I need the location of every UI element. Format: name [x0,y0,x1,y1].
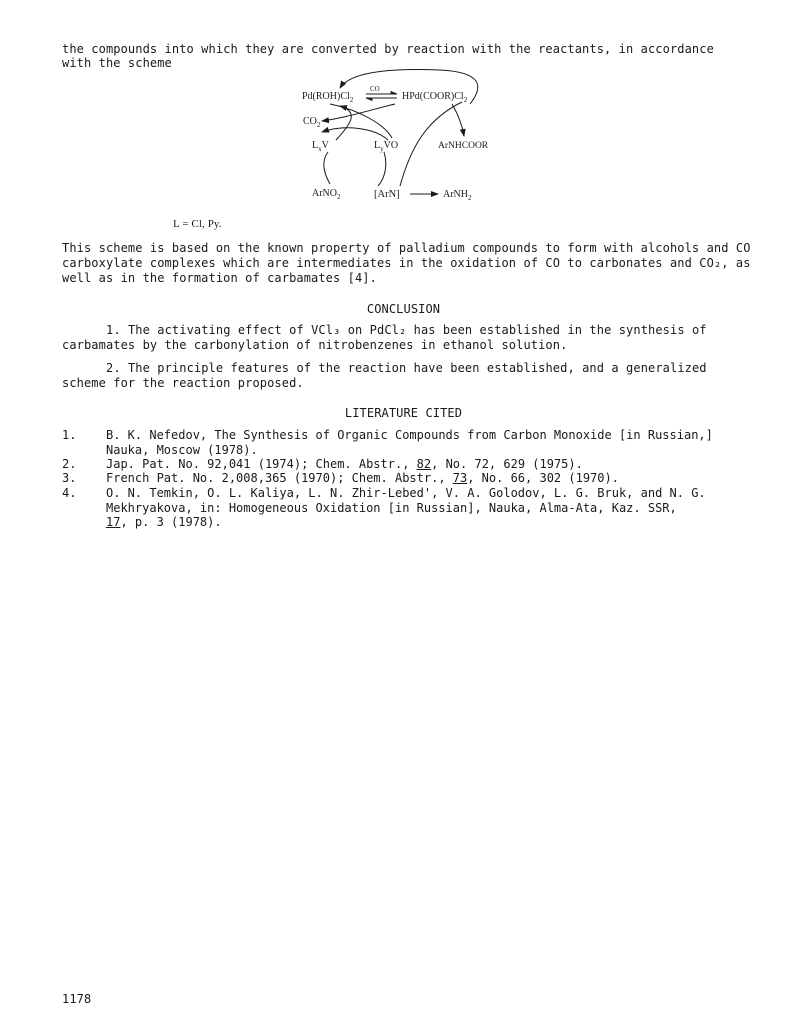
reference-pre: Jap. Pat. No. 92,041 (1974); Chem. Abstr., [106,457,417,471]
reaction-scheme [0,60,807,240]
body-line-1: This scheme is based on the known property of palladium compounds to form with alcohols and CO [62,241,751,255]
arn-intermediate-label: [ArN] [374,189,400,200]
lyvo-label: $L_yVO$ [374,140,399,153]
arnhcoor-label: ArNHCOOR [438,141,489,151]
reference-post: , p. 3 (1978). [120,515,222,529]
reference-number: 4. [62,486,77,500]
reference-line: Nauka, Moscow (1978). [106,442,258,457]
co2-label: $CO_2$ [303,116,321,129]
curve-pd-to-lyvo [330,104,392,138]
conclusion-item-1-line-1: 1. The activating effect of VCl₃ on PdCl₂ has been established in the synthesis of [106,323,707,337]
reference-text [106,457,726,472]
reference-volume: 82 [416,457,432,471]
curve-lyvo-to-lxv [322,128,388,140]
reference-volume: 17 [106,515,121,529]
conclusion-item-2-line-1: 2. The principle features of the reaction have been established, and a generalized [106,361,707,375]
arrow-to-arnhcoor [452,104,464,136]
reference-text [106,471,726,486]
reference-text [106,428,726,457]
conclusion-heading: CONCLUSION [366,302,441,316]
reference-line: B. K. Nefedov, The Synthesis of Organic Compounds from Carbon Monoxide [in Russian,] [106,428,713,442]
reference-number: 2. [62,457,77,471]
conclusion-item-1-line-2: carbamates by the carbonylation of nitrobenzenes in ethanol solution. [62,338,568,352]
reference-text [106,486,726,530]
reference-pre: French Pat. No. 2,008,365 (1970); Chem. Abstr., [106,471,453,485]
curve-arno2-to-lxv [324,152,330,184]
reference-number: 3. [62,471,77,485]
intro-line-1: the compounds into which they are converted by reaction with the reactants, in accordance [62,42,714,56]
reference-number: 1. [62,428,77,442]
co-over-arrow-label: CO [370,85,380,93]
pd-roh-cl2-label: $Pd(ROH)Cl_2$ [302,91,354,104]
reference-line [106,515,726,530]
body-line-2: carboxylate complexes which are intermediates in the oxidation of CO to carbonates and CO₂, as [62,256,751,270]
curve-lyvo-to-arn [378,152,386,186]
reference-post: , No. 66, 302 (1970). [467,471,619,485]
arnh2-label: ArNH$_2$ [443,189,472,202]
reference-line: O. N. Temkin, O. L. Kaliya, L. N. Zhir-Lebed', V. A. Golodov, L. G. Bruk, and N. G. [106,486,706,500]
reference-post: , No. 72, 629 (1975). [431,457,583,471]
ligand-note: L = Cl, Py. [173,218,222,230]
reference-line: Mekhryakova, in: Homogeneous Oxidation [in Russian], Nauka, Alma-Ata, Kaz. SSR, [106,500,677,515]
intro-line-2: with the scheme [62,56,172,70]
page-number: 1178 [62,992,92,1006]
reference-volume: 73 [452,471,468,485]
body-line-3: well as in the formation of carbamates [4]. [62,271,377,285]
literature-heading: LITERATURE CITED [344,406,463,420]
lxv-label: $L_xV$ [312,140,329,153]
hpd-coor-cl2-label: $HPd(COOR)Cl_2$ [402,91,468,104]
curve-lxv-to-pd [336,106,351,140]
conclusion-item-2-line-2: scheme for the reaction proposed. [62,376,304,390]
arno2-label: ArNO$_2$ [312,188,341,201]
